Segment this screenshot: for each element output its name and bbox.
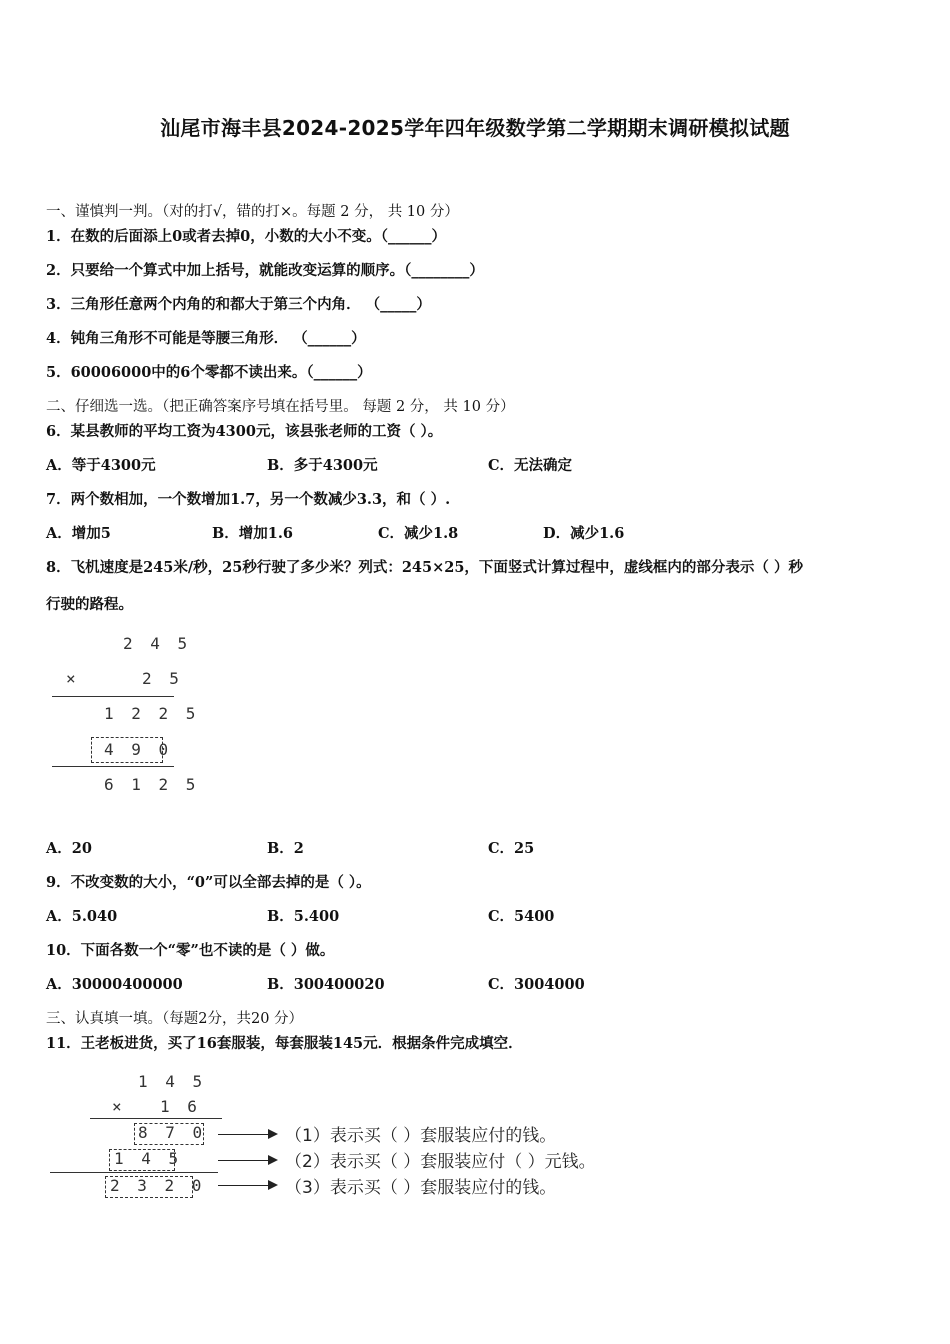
question-2: 2．只要给一个算式中加上括号，就能改变运算的顺序。（________） — [46, 262, 484, 279]
q6-option-a: A．等于4300元 — [46, 457, 156, 474]
q11-arrow-3-icon — [218, 1185, 276, 1186]
question-10: 10．下面各数一个“零”也不读的是（ ）做。 — [46, 942, 335, 959]
section-1-header: 一、谨慎判一判。（对的打√，错的打×。每题 2 分， 共 10 分） — [46, 204, 459, 220]
q7-option-c: C．减少1.8 — [378, 525, 459, 542]
q9-option-a: A．5.040 — [46, 908, 118, 925]
question-9: 9．不改变数的大小，“0”可以全部去掉的是（ ）。 — [46, 874, 371, 891]
q8-calc-multiplier: 2 5 — [142, 669, 183, 688]
q11-calc-times-sign: × — [112, 1097, 126, 1116]
q11-calc-multiplicand: 1 4 5 — [138, 1072, 207, 1091]
question-8-line-2: 行驶的路程。 — [46, 596, 133, 613]
q8-calc-multiplicand: 2 4 5 — [123, 634, 192, 653]
q10-option-c: C．3004000 — [488, 976, 585, 993]
question-6: 6．某县教师的平均工资为4300元，该县张老师的工资（ ）。 — [46, 423, 443, 440]
question-3: 3．三角形任意两个内角的和都大于第三个内角． （_____） — [46, 296, 431, 313]
q6-option-b: B．多于4300元 — [267, 457, 378, 474]
q11-label-3: （3）表示买（ ）套服装应付的钱。 — [285, 1178, 557, 1198]
q10-option-a: A．30000400000 — [46, 976, 183, 993]
q8-option-a: A．20 — [46, 840, 92, 857]
q11-label-1: （1）表示买（ ）套服装应付的钱。 — [285, 1126, 557, 1146]
q11-calc-product: 2 3 2 0 — [110, 1176, 206, 1195]
q11-calc-partial-2: 1 4 5 — [114, 1149, 183, 1168]
q11-arrow-2-icon — [218, 1160, 276, 1161]
q7-option-d: D．减少1.6 — [543, 525, 625, 542]
q11-label-2: （2）表示买（ ）套服装应付（ ）元钱。 — [285, 1152, 596, 1172]
question-7: 7．两个数相加，一个数增加1.7，另一个数减少3.3，和（ ）. — [46, 491, 451, 508]
q11-calc-partial-1: 8 7 0 — [138, 1123, 207, 1142]
question-4: 4．钝角三角形不可能是等腰三角形． （______） — [46, 330, 366, 347]
q8-calc-product: 6 1 2 5 — [104, 775, 200, 794]
q11-calc-multiplier: 1 6 — [160, 1097, 201, 1116]
q8-option-c: C．25 — [488, 840, 535, 857]
q9-option-b: B．5.400 — [267, 908, 340, 925]
section-2-header: 二、仔细选一选。（把正确答案序号填在括号里。 每题 2 分， 共 10 分） — [46, 399, 515, 415]
q8-option-b: B．2 — [267, 840, 304, 857]
q11-calc-rule-1 — [90, 1118, 222, 1119]
question-1: 1．在数的后面添上0或者去掉0，小数的大小不变。（______） — [46, 228, 447, 245]
q8-calc-rule-2 — [52, 766, 174, 767]
q7-option-a: A．增加5 — [46, 525, 111, 542]
q8-calc-times-sign: × — [66, 669, 80, 688]
q11-calc-rule-2 — [50, 1172, 218, 1173]
section-3-header: 三、认真填一填。（每题2分，共20 分） — [46, 1011, 304, 1027]
question-5: 5．60006000中的6个零都不读出来。（______） — [46, 364, 372, 381]
q6-option-c: C．无法确定 — [488, 457, 573, 474]
q11-arrow-1-icon — [218, 1134, 276, 1135]
q8-calc-partial-2: 4 9 0 — [104, 740, 173, 759]
q9-option-c: C．5400 — [488, 908, 555, 925]
question-8-line-1: 8．飞机速度是245米/秒，25秒行驶了多少米？列式：245×25，下面竖式计算过程中，虚线框内的部分表示（ ）秒 — [46, 559, 803, 576]
question-11: 11．王老板进货，买了16套服装，每套服装145元．根据条件完成填空． — [46, 1035, 523, 1052]
q7-option-b: B．增加1.6 — [212, 525, 293, 542]
q10-option-b: B．300400020 — [267, 976, 385, 993]
q8-calc-rule-1 — [52, 696, 174, 697]
page-title: 汕尾市海丰县2024-2025学年四年级数学第二学期期末调研模拟试题 — [160, 116, 790, 140]
q8-calc-partial-1: 1 2 2 5 — [104, 704, 200, 723]
